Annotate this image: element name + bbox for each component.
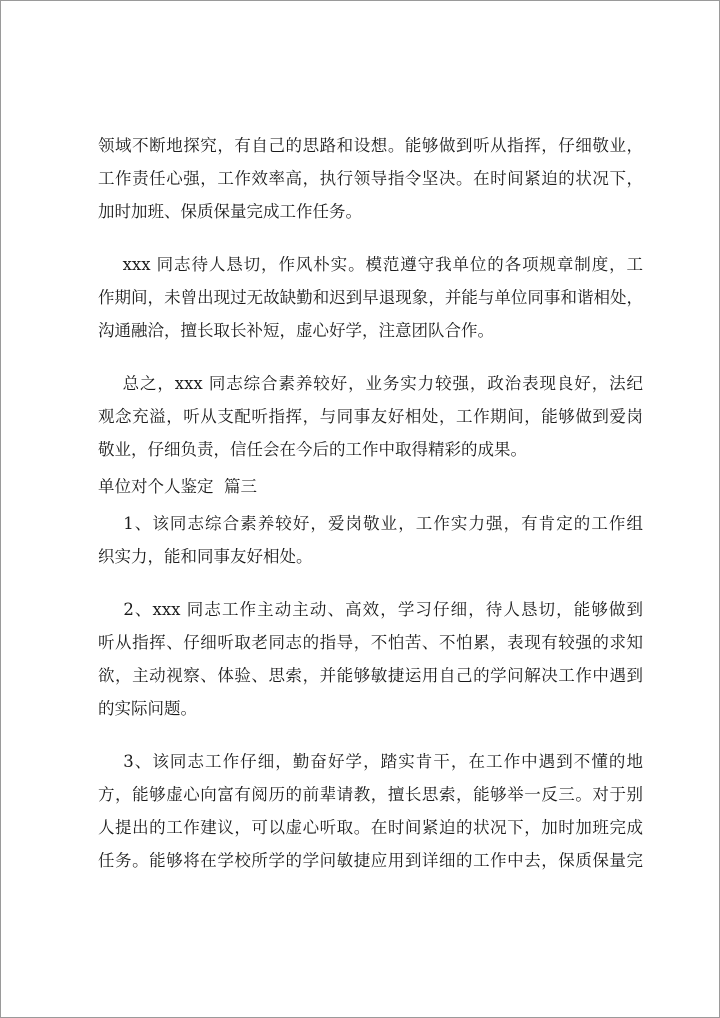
paragraph-1 [98, 129, 643, 228]
paragraph-gap [98, 347, 643, 367]
text-line: 欲，主动视察、体验、思索，并能够敏捷运用自己的学问解决工作中遇到 [98, 666, 643, 685]
list-item-3 [98, 745, 643, 877]
text-line: 工作责任心强，工作效率高，执行领导指令坚决。在时间紧迫的状况下， [98, 169, 643, 188]
text-line: 听从指挥、仔细听取老同志的指导，不怕苦、不怕累，表现有较强的求知 [98, 633, 643, 652]
text-line: 观念充溢，听从支配听指挥，与同事友好相处，工作期间，能够做到爱岗 [98, 407, 643, 426]
list-item-1 [98, 507, 643, 573]
section-heading: 单位对个人鉴定 篇三 [98, 477, 257, 496]
paragraph-3 [98, 367, 643, 466]
text-line: 敬业，仔细负责，信任会在今后的工作中取得精彩的成果。 [98, 440, 527, 459]
text-line: 织实力，能和同事友好相处。 [98, 547, 313, 566]
text-line: xxx 同志待人恳切，作风朴实。模范遵守我单位的各项规章制度，工 [98, 255, 643, 274]
text-line: 方，能够虚心向富有阅历的前辈请教，擅长思索，能够举一反三。对于别 [98, 785, 643, 804]
text-line: 2、xxx 同志工作主动主动、高效，学习仔细，待人恳切，能够做到 [98, 600, 643, 619]
text-line: 1、该同志综合素养较好，爱岗敬业，工作实力强，有肯定的工作组 [98, 514, 643, 533]
document-body [98, 129, 643, 877]
text-line: 加时加班、保质保量完成工作任务。 [98, 202, 362, 221]
text-line: 总之，xxx 同志综合素养较好，业务实力较强，政治表现良好，法纪 [98, 374, 643, 393]
paragraph-gap [98, 573, 643, 593]
text-line: 作期间，未曾出现过无故缺勤和迟到早退现象，并能与单位同事和谐相处， [98, 288, 643, 307]
text-line: 沟通融洽，擅长取长补短，虚心好学，注意团队合作。 [98, 321, 494, 340]
paragraph-gap [98, 725, 643, 745]
text-line: 3、该同志工作仔细，勤奋好学，踏实肯干，在工作中遇到不懂的地 [98, 752, 643, 771]
paragraph-2 [98, 248, 643, 347]
text-line: 人提出的工作建议，可以虚心听取。在时间紧迫的状况下，加时加班完成 [98, 818, 643, 837]
text-line: 的实际问题。 [98, 699, 197, 718]
text-line: 领域不断地探究，有自己的思路和设想。能够做到听从指挥，仔细敬业， [98, 136, 643, 155]
list-item-2 [98, 593, 643, 725]
paragraph-gap [98, 228, 643, 248]
text-line: 任务。能够将在学校所学的学问敏捷应用到详细的工作中去，保质保量完 [98, 851, 643, 870]
